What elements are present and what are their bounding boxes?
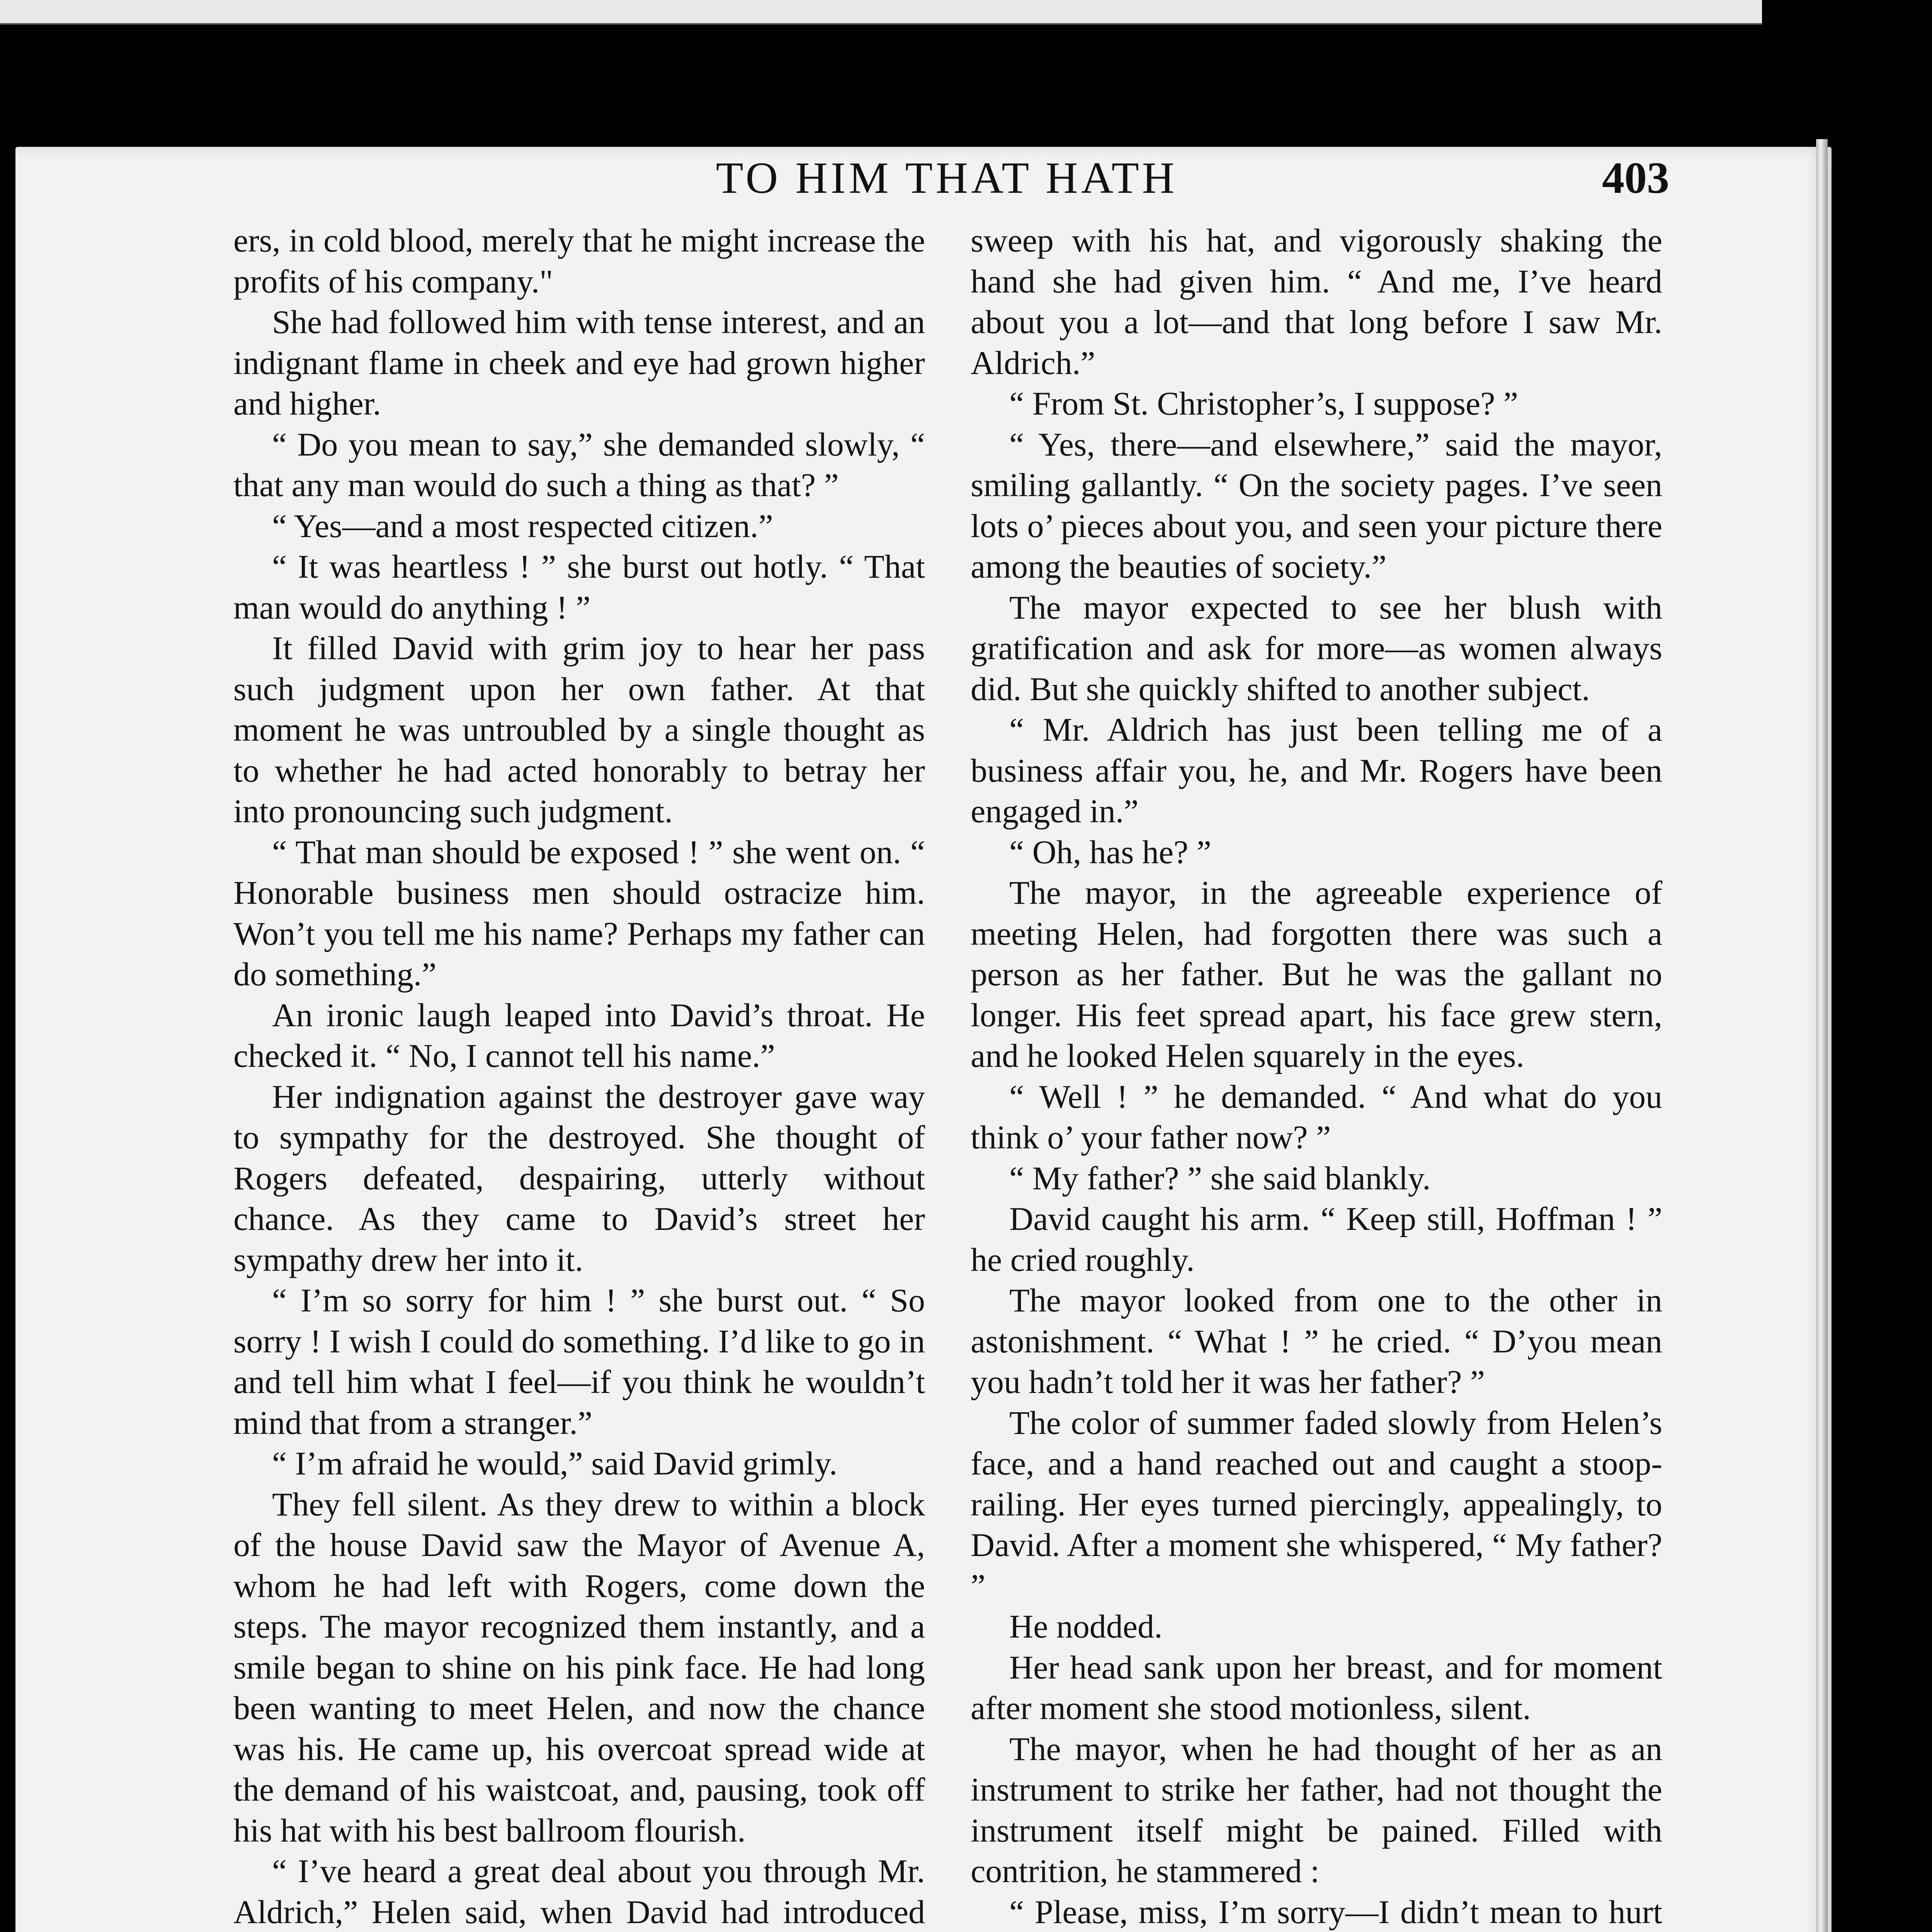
paragraph: An ironic laugh leaped into David’s throat. He checked it. “ No, I cannot tell his name.” (233, 996, 925, 1074)
paragraph: “ Yes—and a most respected citizen.” (272, 507, 773, 544)
paragraph: He nodded. (1009, 1608, 1163, 1645)
paragraph: “ Mr. Aldrich has just been telling me of a business affair you, he, and Mr. Rogers have been engaged in.” (971, 711, 1662, 830)
text-column-left (233, 220, 925, 1932)
paragraph: “ I’m afraid he would,” said David grimly. (272, 1445, 838, 1482)
paragraph: The mayor expected to see her blush with gratification and ask for more—as women always did. But she quickly shifted to another subject. (971, 588, 1662, 707)
scanner-top-strip (0, 0, 1762, 25)
paragraph: “ Well ! ” he demanded. “ And what do you think o’ your father now? ” (971, 1078, 1662, 1156)
running-title: TO HIM THAT HATH (716, 153, 1178, 203)
page-edge (1816, 139, 1828, 1932)
paragraph: The mayor, when he had thought of her as an instrument to strike her father, had not thought the instrument itself might be pained. Filled with contrition, he stammered : (971, 1730, 1662, 1889)
paragraph: “ I’ve heard a great deal about you through Mr. Aldrich,” Helen said, when David had introduced (233, 1852, 925, 1930)
paragraph: “ That man should be exposed ! ” she went on. “ Honorable business men should ostracize him. Won’t you tell me his name? Perhaps my father can do something.” (233, 833, 925, 993)
paragraph: They fell silent. As they drew to within a block of the house David saw the Mayor of Avenue A, whom he had left with Rogers, come down the steps. The mayor recognized them instantly, and a smile began to shine on his pink face. He had long been wanting to meet Helen, and now the chance was his. He came up, his overcoat spread wide at the demand of his waistcoat, and, pausing, took off his hat with his best ballroom flourish. (233, 1485, 925, 1849)
paragraph: “ From St. Christopher’s, I suppose? ” (1009, 385, 1518, 422)
paragraph: “ Yes, there—and elsewhere,” said the mayor, smiling gallantly. “ On the society pages. I’ve seen lots o’ pieces about you, and seen your picture there among the beauties of society.” (971, 425, 1662, 585)
paragraph: It filled David with grim joy to hear her pass such judgment upon her own father. At that moment he was untroubled by a single thought as to whether he had acted honorably to betray her into pronouncing such judgment. (233, 629, 925, 830)
paragraph: “ I’m so sorry for him ! ” she burst out. “ So sorry ! I wish I could do something. I’d like to go in and tell him what I feel—if you think he wouldn’t mind that from a stranger.” (233, 1282, 925, 1441)
paragraph: David caught his arm. “ Keep still, Hoffman ! ” he cried roughly. (971, 1200, 1662, 1278)
paragraph: “ Do you mean to say,” she demanded slowly, “ that any man would do such a thing as that? ” (233, 425, 925, 503)
paragraph: ers, in cold blood, merely that he might increase the profits of his company." (233, 222, 925, 300)
paragraph: Her head sank upon her breast, and for moment after moment she stood motionless, silent. (971, 1648, 1662, 1726)
paragraph: Her indignation against the destroyer gave way to sympathy for the destroyed. She thought of Rogers defeated, despairing, utterly without chance. As they came to David’s street her sympathy drew her into it. (233, 1078, 925, 1278)
page-number: 403 (1602, 153, 1669, 203)
paragraph: The mayor, in the agreeable experience of meeting Helen, had forgotten there was such a person as her father. But he was the gallant no longer. His feet spread apart, his face grew stern, and he looked Helen squarely in the eyes. (971, 874, 1662, 1074)
paragraph: “ Please, miss, I’m sorry—I didn’t mean to hurt (1009, 1893, 1662, 1930)
paragraph: “ My father? ” she said blankly. (1009, 1159, 1431, 1197)
page-header (224, 153, 1669, 230)
paragraph: The color of summer faded slowly from Helen’s face, and a hand reached out and caught a stoop-railing. Her eyes turned piercingly, appealingly, to David. After a moment she whispered, “ My father? ” (971, 1404, 1662, 1604)
paragraph: She had followed him with tense interest, and an indignant flame in cheek and eye had grown higher and higher. (233, 303, 925, 422)
paragraph: sweep with his hat, and vigorously shaking the hand she had given him. “ And me, I’ve heard about you a lot—and that long before I saw Mr. Aldrich.” (971, 222, 1662, 381)
paragraph: “ Oh, has he? ” (1009, 833, 1211, 871)
text-column-right (971, 220, 1662, 1932)
paragraph: “ It was heartless ! ” she burst out hotly. “ That man would do anything ! ” (233, 548, 925, 626)
paragraph: The mayor looked from one to the other in astonishment. “ What ! ” he cried. “ D’you mean you hadn’t told her it was her father? ” (971, 1282, 1662, 1400)
